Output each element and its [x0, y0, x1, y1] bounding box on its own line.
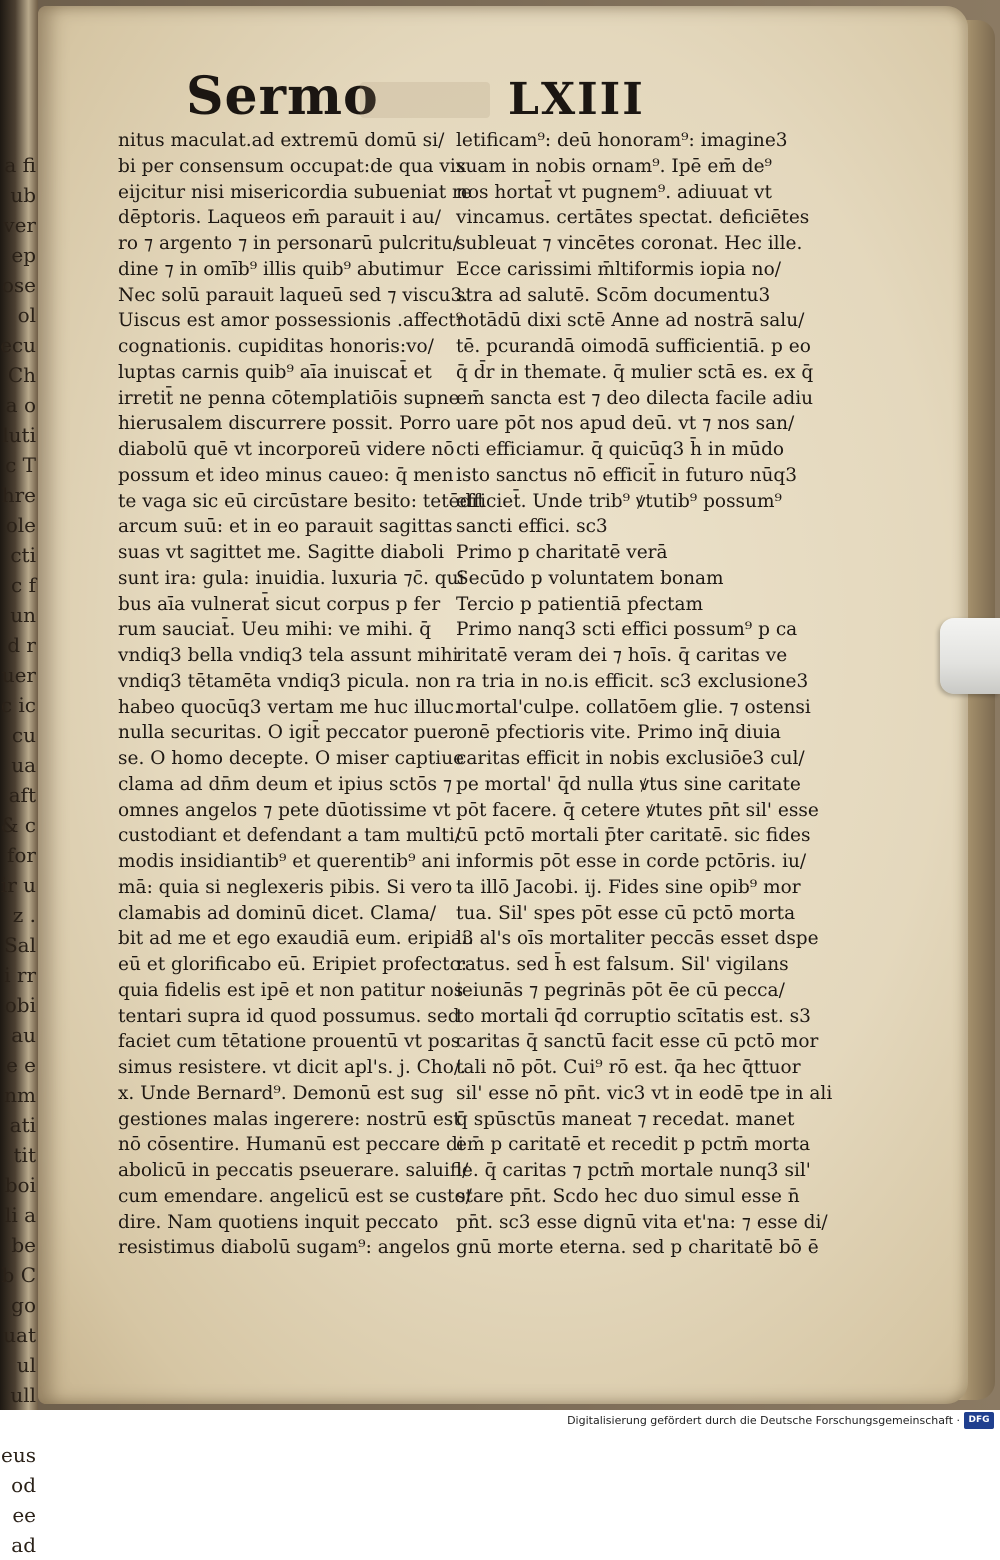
text-line: dine ⁊ in omīb⁹ illis quib⁹ abutimur	[118, 258, 444, 280]
text-column-left	[118, 128, 485, 1261]
text-line: gestiones malas ingerere: nostrū est	[118, 1108, 461, 1130]
text-line: nitus maculat.ad extremū domū si/	[118, 130, 445, 151]
text-line: faciet cum tētatione prouentū vt pos	[118, 1031, 461, 1053]
text-line: arcum suū: et in eo parauit sagittas	[118, 516, 453, 538]
text-line: caritas q̄ sanctū facit esse cū pctō mor	[456, 1031, 819, 1053]
text-line: isto sanctus nō efficit̄ in futuro nūq3	[456, 464, 798, 486]
text-line: eū et glorificabo eū. Eripiet profecto:	[118, 954, 467, 975]
text-line: Secūdo p voluntatem bonam	[456, 567, 724, 589]
text-line: habeo quocūq3 vertam me huc illuc.	[118, 696, 460, 718]
text-line: Tercio p patientiā pfectam	[456, 593, 704, 615]
text-line: pōt facere. q̄ cetere ꝟtutes pn̄t sil' esse	[456, 799, 819, 821]
text-line: cum emendare. angelicū est se custo/	[118, 1185, 472, 1207]
text-line: clamabis ad dominū dicet. Clama/	[118, 902, 437, 924]
text-line: possum et ideo minus caueo: q̄ men	[118, 464, 454, 486]
text-column-right	[456, 128, 833, 1261]
text-line: pn̄t. sc3 esse dignū vita et'na: ⁊ esse di/	[456, 1211, 828, 1233]
text-line: dire. Nam quotiens inquit peccato	[118, 1211, 439, 1233]
text-line: custodiant et defendant a tam multi/	[118, 825, 461, 847]
text-line: simus resistere. vt dicit apl's. j. Cho/.	[118, 1057, 466, 1078]
text-line: li. al's oīs mortaliter peccās esset dspe	[456, 928, 819, 950]
text-line: irretit̄ ne penna cōtemplatiōis supne	[118, 387, 460, 409]
text-line: vndiq3 bella vndiq3 tela assunt mihi	[118, 645, 459, 666]
running-head-smudge	[360, 82, 490, 118]
footer-credit: Digitalisierung gefördert durch die Deutsche Forschungsgemeinschaft ·	[567, 1414, 960, 1427]
text-line: stra ad salutē. Scōm documentu3	[456, 284, 771, 306]
text-line: sancti effici. sc3	[456, 516, 608, 538]
text-line: vincamus. certātes spectat. deficiētes	[456, 207, 810, 229]
text-line: caritas efficit in nobis exclusiōe3 cul/	[456, 748, 805, 769]
text-line: sil' esse nō pn̄t. vic3 vt in eodē tpe in ali	[456, 1082, 833, 1104]
text-line: suam in nobis ornam⁹. Ipē em̄ de⁹	[456, 155, 772, 177]
text-line: gnū morte eterna. sed p charitatē bō ē	[456, 1237, 819, 1259]
text-line: quia fidelis est ipē et non patitur nos	[118, 979, 464, 1001]
text-line: bus aīa vulnerat̄ sicut corpus p fer	[118, 593, 441, 615]
text-line: omnes angelos ⁊ pete dūotissime vt	[118, 799, 451, 821]
text-line: ratus. sed h̄ est falsum. Sil' vigilans	[456, 954, 789, 975]
text-line: onē pfectioris vite. Primo inq̄ diuia	[456, 722, 781, 744]
text-line: modis insidiantib⁹ et querentib⁹ ani	[118, 851, 451, 872]
text-line: Primo p charitatē verā	[456, 542, 668, 563]
folio-number: LXIII	[508, 74, 645, 125]
page-clip	[940, 618, 1000, 694]
text-line: nō cōsentire. Humanū est peccare di	[118, 1134, 464, 1156]
text-line: dēptoris. Laqueos em̄ parauit i au/	[118, 207, 441, 229]
text-line: q̄ d̄r in themate. q̄ mulier sctā es. ex q̄	[456, 361, 814, 383]
text-line: te vaga sic eū circūstare besito: tetēdit	[118, 490, 485, 512]
text-line: notādū dixi sctē Anne ad nostrā salu/	[456, 310, 805, 332]
text-line: em̄ sancta est ⁊ deo dilecta facile adiu	[456, 387, 814, 409]
text-line: tentari supra id quod possumus. sed	[118, 1005, 460, 1027]
text-line: le. q̄ caritas ⁊ pctm̄ mortale nunq3 sil'	[456, 1160, 811, 1181]
text-line: clama ad dn̄m deum et ipius sctōs ⁊	[118, 773, 453, 795]
text-line: uare pōt nos apud deū. vt ⁊ nos san/	[456, 413, 795, 435]
text-line: q̄ spūsctūs maneat ⁊ recedat. manet	[456, 1108, 795, 1130]
text-line: ieiunās ⁊ pegrinās pōt ē̄e cū pecca/	[456, 979, 785, 1001]
running-head-title: Sermo	[186, 66, 379, 127]
text-line: bit ad me et ego exaudiā eum. eripia3	[118, 928, 474, 950]
text-line: se. O homo decepte. O miser captiue	[118, 748, 465, 769]
text-line: informis pōt esse in corde pctōris. iu/	[456, 851, 807, 872]
text-line: hierusalem discurrere possit. Porro	[118, 413, 451, 435]
text-line: tua. Sil' spes pōt esse cū pctō morta	[456, 902, 796, 924]
text-line: ritatē veram dei ⁊ hoīs. q̄ caritas ve	[456, 645, 788, 666]
text-line: em̄ p caritatē et recedit p pctm̄ morta	[456, 1134, 811, 1156]
text-line: vndiq3 tētamēta vndiq3 picula. non	[118, 670, 451, 692]
text-line: subleuat ⁊ vincētes coronat. Hec ille.	[456, 233, 803, 254]
text-line: Nec solū parauit laqueū sed ⁊ viscu3.	[118, 284, 469, 306]
text-line: tē. pcurandā oimodā sufficientiā. p eo	[456, 336, 811, 357]
text-line: sunt ira: gula: inuidia. luxuria ⁊c̄. qui	[118, 567, 465, 589]
left-page-fragments: a fi ubver epose ol ecu Cha olutic Thre olectic fund ruerc iccu ua aft & cfor ir uz . Sali rr obi aue enmati tit boili abeb Cgo uatul ull eus odee ad	[0, 153, 36, 1557]
text-line: letificam⁹: deū honoram⁹: imagine3	[456, 130, 788, 151]
text-line: Uiscus est amor possessionis .affect⁹	[118, 310, 464, 332]
text-line: tali nō pōt. Cui⁹ rō est. q̄a hec q̄ttuor	[456, 1057, 801, 1078]
text-line: nos hortat̄ vt pugnem⁹. adiuuat vt	[456, 181, 772, 203]
text-line: suas vt sagittet me. Sagitte diaboli	[118, 542, 445, 563]
text-line: eijcitur nisi misericordia subueniat re	[118, 181, 472, 203]
text-line: cognationis. cupiditas honoris:vo/	[118, 336, 434, 357]
text-line: luptas carnis quib⁹ aīa inuiscat̄ et	[118, 361, 432, 383]
text-line: mā: quia si neglexeris pibis. Si vero	[118, 876, 453, 898]
text-line: Primo nanq3 scti effici possum⁹ p ca	[456, 619, 798, 641]
text-line: to mortali q̄d corruptio scītatis est. s3	[456, 1005, 811, 1027]
text-line: cti efficiamur. q̄ quicūq3 h̄ in mūdo	[456, 439, 785, 460]
text-line: mortal'culpe. collatōem glie. ⁊ ostensi	[456, 696, 811, 718]
text-line: nulla securitas. O igit̄ peccator puer	[118, 722, 458, 744]
text-line: pe mortal' q̄d nulla ꝟtus sine caritate	[456, 773, 801, 795]
text-line: cū pctō mortali p̄ter caritatē. sic fides	[456, 825, 811, 847]
text-line: ta illō Jacobi. ij. Fides sine opib⁹ mor	[456, 876, 801, 898]
text-line: diabolū quē vt incorporeū videre nō	[118, 439, 455, 460]
dfg-logo: DFG	[964, 1412, 994, 1429]
text-line: x. Unde Bernard⁹. Demonū est sug	[118, 1082, 444, 1104]
text-line: ro ⁊ argento ⁊ in personarū pulcritu/	[118, 233, 459, 254]
text-line: resistimus diabolū sugam⁹: angelos	[118, 1237, 450, 1259]
text-line: efficiet̄. Unde trib⁹ ꝟtutib⁹ possum⁹	[456, 490, 782, 512]
text-line: bi per consensum occupat:de qua vix	[118, 155, 467, 177]
text-line: abolicū in peccatis pseuerare. saluifi/	[118, 1160, 469, 1181]
text-line: stare pn̄t. Scdo hec duo simul esse n̄	[456, 1185, 800, 1207]
text-line: Ecce carissimi m̄ltiformis iopia no/	[456, 258, 781, 280]
text-line: rum sauciat̄. Ueu mihi: ve mihi. q̄	[118, 619, 432, 641]
text-line: ra tria in no.is efficit. sc3 exclusione3	[456, 670, 809, 692]
